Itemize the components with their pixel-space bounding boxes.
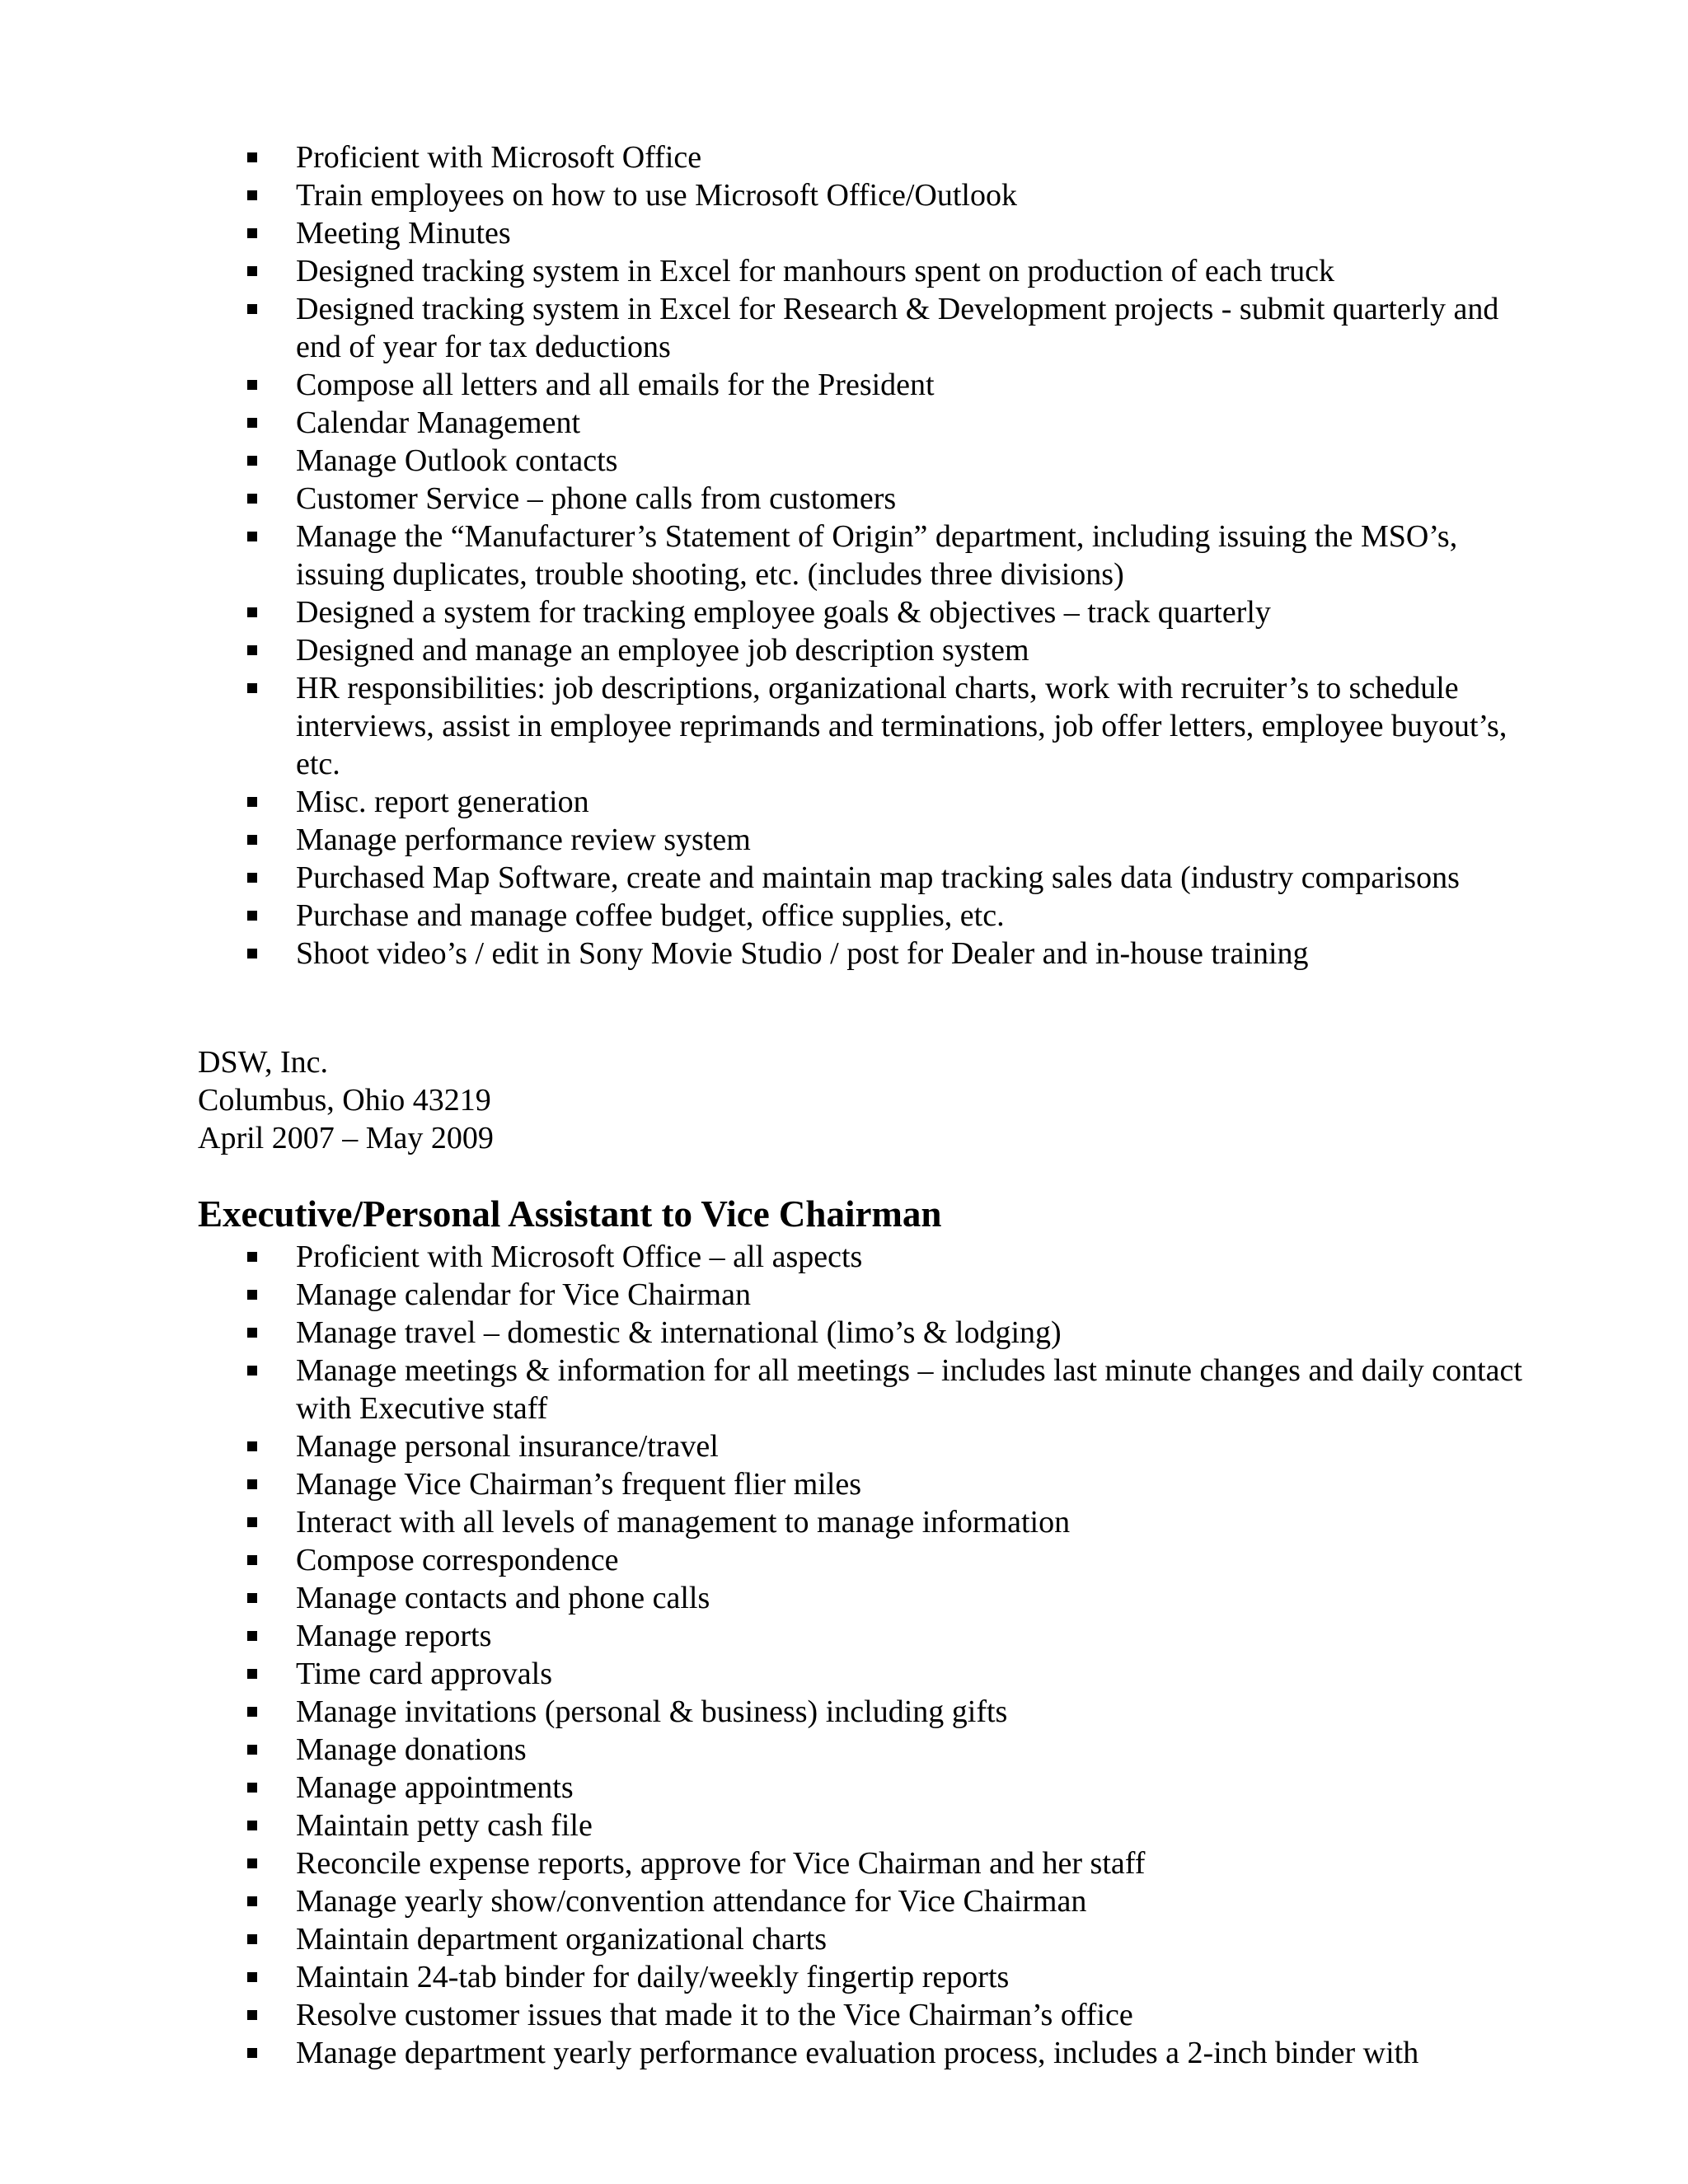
list-item bbox=[247, 214, 1533, 252]
list-item-text: Train employees on how to use Microsoft Office/Outlook bbox=[296, 178, 1017, 213]
list-item bbox=[247, 1503, 1533, 1541]
list-item-text: Manage travel – domestic & international (limo’s & lodging) bbox=[296, 1315, 1062, 1350]
list-item-text: Designed a system for tracking employee goals & objectives – track quarterly bbox=[296, 595, 1271, 630]
list-item-text: Manage department yearly performance evaluation process, includes a 2-inch binder with bbox=[296, 2036, 1419, 2070]
list-item-text: Manage the “Manufacturer’s Statement of Origin” department, including issuing the MSO’s, issuing duplicates, trouble shooting, etc. (includes three divisions) bbox=[296, 519, 1458, 592]
list-item bbox=[247, 1238, 1533, 1276]
square-bullet-icon bbox=[247, 1366, 257, 1376]
list-item-text: Interact with all levels of management to manage information bbox=[296, 1505, 1071, 1540]
employment-dates: April 2007 – May 2009 bbox=[198, 1121, 494, 1155]
list-item-text: Manage meetings & information for all meetings – includes last minute changes and daily contact with Executive staff bbox=[296, 1353, 1522, 1426]
square-bullet-icon bbox=[247, 1745, 257, 1755]
list-item-text: Manage performance review system bbox=[296, 823, 751, 857]
employer-block bbox=[198, 1043, 494, 1157]
list-item-text: Manage yearly show/convention attendance for Vice Chairman bbox=[296, 1884, 1087, 1919]
square-bullet-icon bbox=[247, 797, 257, 807]
list-item bbox=[247, 138, 1533, 176]
square-bullet-icon bbox=[247, 304, 257, 314]
square-bullet-icon bbox=[247, 1972, 257, 1982]
square-bullet-icon bbox=[247, 1707, 257, 1717]
list-item-text: Customer Service – phone calls from customers bbox=[296, 481, 897, 516]
square-bullet-icon bbox=[247, 1593, 257, 1603]
list-item bbox=[247, 1314, 1533, 1352]
square-bullet-icon bbox=[247, 1821, 257, 1830]
list-item bbox=[247, 1655, 1533, 1693]
square-bullet-icon bbox=[247, 266, 257, 276]
list-item bbox=[247, 252, 1533, 290]
list-item-text: Manage Vice Chairman’s frequent flier miles bbox=[296, 1467, 862, 1502]
square-bullet-icon bbox=[247, 494, 257, 504]
square-bullet-icon bbox=[247, 152, 257, 162]
square-bullet-icon bbox=[247, 911, 257, 921]
list-item bbox=[247, 897, 1533, 935]
square-bullet-icon bbox=[247, 532, 257, 541]
list-item bbox=[247, 1844, 1533, 1882]
square-bullet-icon bbox=[247, 418, 257, 428]
list-item-text: Proficient with Microsoft Office bbox=[296, 140, 702, 175]
list-item bbox=[247, 1882, 1533, 1920]
list-item-text: Maintain petty cash file bbox=[296, 1808, 593, 1843]
list-item bbox=[247, 1541, 1533, 1579]
list-item bbox=[247, 1276, 1533, 1314]
list-item bbox=[247, 1352, 1533, 1427]
square-bullet-icon bbox=[247, 1934, 257, 1944]
square-bullet-icon bbox=[247, 949, 257, 958]
job-title-heading: Executive/Personal Assistant to Vice Chairman bbox=[198, 1193, 942, 1235]
list-item-text: HR responsibilities: job descriptions, organizational charts, work with recruiter’s to schedule interviews, assist in employee reprimands and terminations, job offer letters, employee buyout’s, etc. bbox=[296, 671, 1507, 781]
list-item bbox=[247, 442, 1533, 480]
list-item-text: Designed tracking system in Excel for Research & Development projects - submit quarterly and end of year for tax deductions bbox=[296, 292, 1499, 364]
list-item bbox=[247, 480, 1533, 518]
list-item-text: Time card approvals bbox=[296, 1657, 552, 1691]
square-bullet-icon bbox=[247, 380, 257, 390]
square-bullet-icon bbox=[247, 873, 257, 883]
square-bullet-icon bbox=[247, 1896, 257, 1906]
list-item-text: Purchase and manage coffee budget, office supplies, etc. bbox=[296, 898, 1005, 933]
square-bullet-icon bbox=[247, 1631, 257, 1641]
list-item bbox=[247, 1617, 1533, 1655]
list-item bbox=[247, 290, 1533, 366]
list-item bbox=[247, 366, 1533, 404]
list-item bbox=[247, 1693, 1533, 1731]
list-item bbox=[247, 1465, 1533, 1503]
list-item-text: Manage reports bbox=[296, 1619, 492, 1653]
list-item bbox=[247, 859, 1533, 897]
list-item bbox=[247, 1769, 1533, 1807]
list-item-text: Manage Outlook contacts bbox=[296, 443, 618, 478]
square-bullet-icon bbox=[247, 2010, 257, 2020]
list-item bbox=[247, 2034, 1533, 2072]
list-item-text: Manage calendar for Vice Chairman bbox=[296, 1277, 751, 1312]
square-bullet-icon bbox=[247, 683, 257, 693]
list-item bbox=[247, 404, 1533, 442]
list-item-text: Manage donations bbox=[296, 1732, 527, 1767]
square-bullet-icon bbox=[247, 645, 257, 655]
list-item-text: Designed tracking system in Excel for manhours spent on production of each truck bbox=[296, 254, 1334, 288]
square-bullet-icon bbox=[247, 2048, 257, 2058]
list-item bbox=[247, 1579, 1533, 1617]
square-bullet-icon bbox=[247, 1479, 257, 1489]
square-bullet-icon bbox=[247, 190, 257, 200]
square-bullet-icon bbox=[247, 1441, 257, 1451]
list-item-text: Compose all letters and all emails for the President bbox=[296, 368, 935, 402]
square-bullet-icon bbox=[247, 456, 257, 466]
list-item bbox=[247, 1920, 1533, 1958]
square-bullet-icon bbox=[247, 1555, 257, 1565]
square-bullet-icon bbox=[247, 1858, 257, 1868]
list-item-text: Compose correspondence bbox=[296, 1543, 619, 1577]
list-item bbox=[247, 1427, 1533, 1465]
square-bullet-icon bbox=[247, 1328, 257, 1338]
company-name: DSW, Inc. bbox=[198, 1045, 328, 1080]
list-item-text: Calendar Management bbox=[296, 405, 581, 440]
list-item bbox=[247, 176, 1533, 214]
list-item bbox=[247, 1996, 1533, 2034]
list-item-text: Designed and manage an employee job description system bbox=[296, 633, 1029, 668]
square-bullet-icon bbox=[247, 835, 257, 845]
square-bullet-icon bbox=[247, 1252, 257, 1262]
list-item bbox=[247, 783, 1533, 821]
list-item-text: Manage appointments bbox=[296, 1770, 574, 1805]
square-bullet-icon bbox=[247, 607, 257, 617]
list-item-text: Maintain 24-tab binder for daily/weekly fingertip reports bbox=[296, 1960, 1010, 1994]
list-item-text: Manage contacts and phone calls bbox=[296, 1581, 710, 1615]
list-item bbox=[247, 1958, 1533, 1996]
list-item bbox=[247, 821, 1533, 859]
square-bullet-icon bbox=[247, 1517, 257, 1527]
list-item-text: Purchased Map Software, create and maintain map tracking sales data (industry comparisons bbox=[296, 860, 1460, 895]
list-item-text: Shoot video’s / edit in Sony Movie Studio / post for Dealer and in-house training bbox=[296, 936, 1309, 971]
list-item-text: Manage personal insurance/travel bbox=[296, 1429, 719, 1464]
list-item-text: Meeting Minutes bbox=[296, 216, 511, 251]
list-item bbox=[247, 1731, 1533, 1769]
list-item bbox=[247, 518, 1533, 593]
duties-list-previous-job bbox=[247, 138, 1533, 972]
list-item bbox=[247, 593, 1533, 631]
list-item-text: Proficient with Microsoft Office – all aspects bbox=[296, 1240, 863, 1274]
list-item bbox=[247, 631, 1533, 669]
list-item-text: Reconcile expense reports, approve for Vice Chairman and her staff bbox=[296, 1846, 1146, 1881]
list-item bbox=[247, 669, 1533, 783]
square-bullet-icon bbox=[247, 1783, 257, 1793]
square-bullet-icon bbox=[247, 1669, 257, 1679]
list-item bbox=[247, 1807, 1533, 1844]
list-item bbox=[247, 935, 1533, 972]
list-item-text: Maintain department organizational charts bbox=[296, 1922, 828, 1957]
list-item-text: Resolve customer issues that made it to the Vice Chairman’s office bbox=[296, 1998, 1133, 2032]
duties-list-dsw bbox=[247, 1238, 1533, 2072]
square-bullet-icon bbox=[247, 228, 257, 238]
list-item-text: Misc. report generation bbox=[296, 785, 589, 819]
list-item-text: Manage invitations (personal & business) including gifts bbox=[296, 1694, 1008, 1729]
square-bullet-icon bbox=[247, 1290, 257, 1300]
company-location: Columbus, Ohio 43219 bbox=[198, 1083, 491, 1118]
